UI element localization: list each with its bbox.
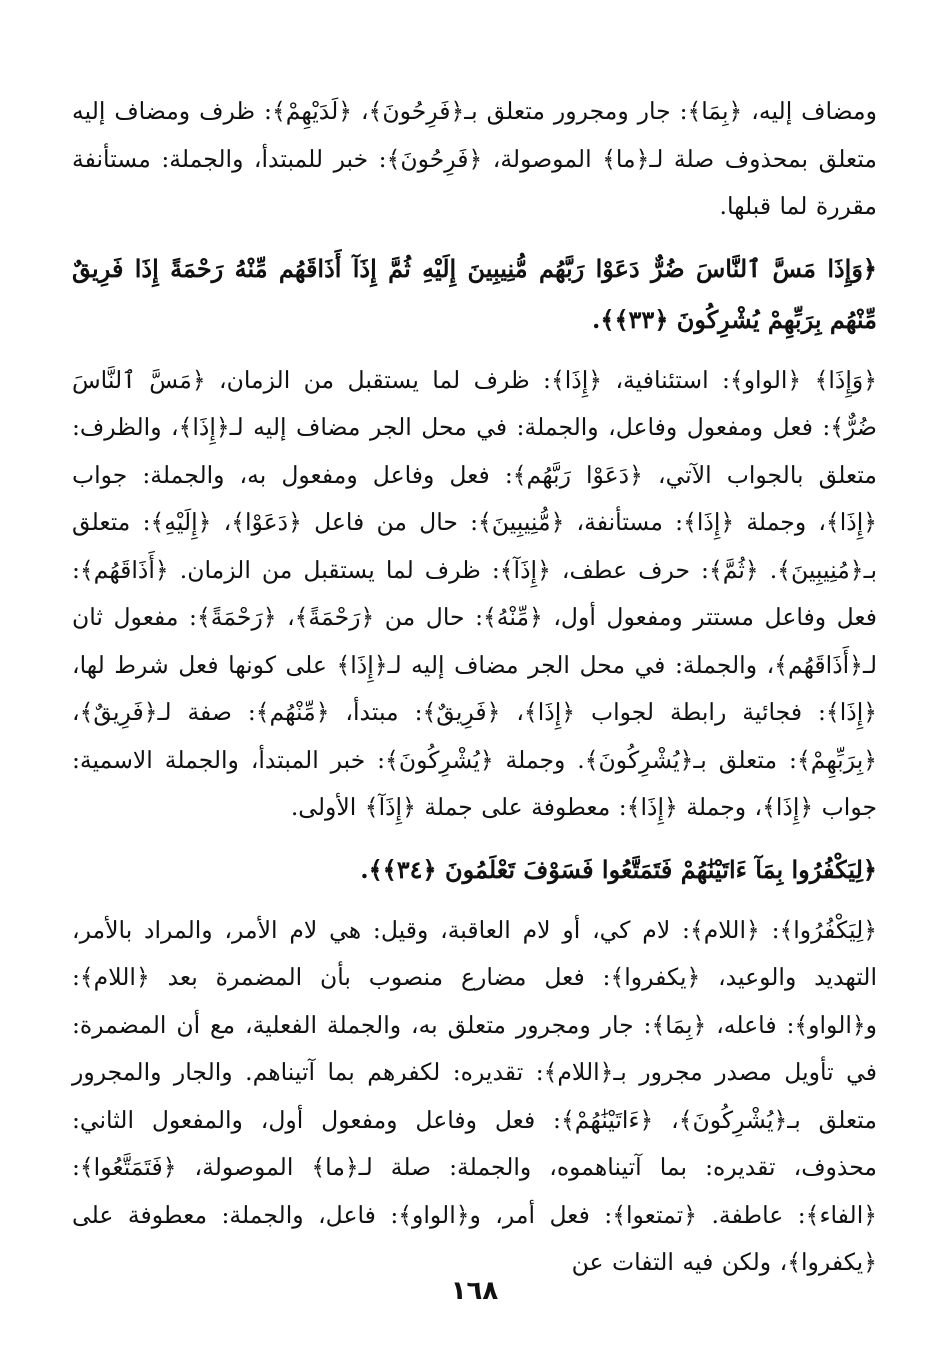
quran-verse-33: ﴿وَإِذَا مَسَّ ٱلنَّاسَ ضُرٌّ دَعَوْا رَبَّهُم مُّنِيبِينَ إِلَيْهِ ثُمَّ إِذَآ أَذَاقَهُم مِّنْهُ رَحْمَةً إِذَا فَرِيقٌ مِّنْهُم بِرَبِّهِمْ يُشْرِكُونَ ﴿٣٣﴾﴾. xyxy=(72,253,877,334)
paragraph-intro: ومضاف إليه، ﴿بِمَا﴾: جار ومجرور متعلق بـ﴿فَرِحُونَ﴾، ﴿لَدَيْهِمْ﴾: ظرف ومضاف إليه متعلق بمحذوف صلة لـ﴿ما﴾ الموصولة، ﴿فَرِحُونَ﴾: خبر للمبتدأ، والجملة: مستأنفة مقررة لما قبلها. xyxy=(72,97,877,220)
paragraph-analysis-34: ﴿لِيَكْفُرُوا﴾: ﴿اللام﴾: لام كي، أو لام العاقبة، وقيل: هي لام الأمر، والمراد بالأمر، التهديد والوعيد، ﴿يكفروا﴾: فعل مضارع منصوب بأن المضمرة بعد ﴿اللام﴾: و﴿الواو﴾: فاعله، ﴿بِمَا﴾: جار ومجرور متعلق به، والجملة الفعلية، مع أن المضمرة: في تأويل مصدر مجرور بـ﴿اللام﴾: تقديره: لكفرهم بما آتيناهم. والجار والمجرور متعلق بـ﴿يُشْرِكُونَ﴾، ﴿ءَاتَيْنَٰهُمْ﴾: فعل وفاعل ومفعول أول، والمفعول الثاني: محذوف، تقديره: بما آتيناهموه، والجملة: صلة لـ﴿ما﴾ الموصولة، ﴿فَتَمَتَّعُوا﴾: ﴿الفاء﴾: عاطفة. ﴿تمتعوا﴾: فعل أمر، و﴿الواو﴾: فاعل، والجملة: معطوفة على ﴿يكفروا﴾، ولكن فيه التفات عن xyxy=(72,915,877,1276)
spacer xyxy=(72,345,877,357)
paragraph-analysis-33: ﴿وَإِذَا﴾ ﴿الواو﴾: استئنافية، ﴿إِذَا﴾: ظرف لما يستقبل من الزمان، ﴿مَسَّ ٱلنَّاسَ ضُرٌّ﴾: فعل ومفعول وفاعل، والجملة: في محل الجر مضاف إليه لـ﴿إِذَا﴾، والظرف: متعلق بالجواب الآتي، ﴿دَعَوْا رَبَّهُم﴾: فعل وفاعل ومفعول به، والجملة: جواب ﴿إِذَا﴾، وجملة ﴿إِذَا﴾: مستأنفة، ﴿مُّنِيبِينَ﴾: حال من فاعل ﴿دَعَوْا﴾، ﴿إِلَيْهِ﴾: متعلق بـ﴿مُنِيبِينَ﴾. ﴿ثُمَّ﴾: حرف عطف، ﴿إِذَآ﴾: ظرف لما يستقبل من الزمان. ﴿أَذَاقَهُم﴾: فعل وفاعل مستتر ومفعول أول، ﴿مِّنْهُ﴾: حال من ﴿رَحْمَةً﴾، ﴿رَحْمَةً﴾: مفعول ثان لـ﴿أَذَاقَهُم﴾، والجملة: في محل الجر مضاف إليه لـ﴿إِذَا﴾ على كونها فعل شرط لها، ﴿إِذَا﴾: فجائية رابطة لجواب ﴿إِذَا﴾، ﴿فَرِيقٌ﴾: مبتدأ، ﴿مِّنْهُم﴾: صفة لـ﴿فَرِيقٌ﴾، ﴿بِرَبِّهِمْ﴾: متعلق بـ﴿يُشْرِكُونَ﴾. وجملة ﴿يُشْرِكُونَ﴾: خبر المبتدأ، والجملة الاسمية: جواب ﴿إِذَا﴾، وجملة ﴿إِذَا﴾: معطوفة على جملة ﴿إِذَآ﴾ الأولى. xyxy=(72,365,877,821)
spacer xyxy=(72,231,877,243)
page-number: ١٦٨ xyxy=(450,1276,499,1306)
spacer xyxy=(72,895,877,907)
spacer xyxy=(72,832,877,844)
quran-verse-34: ﴿لِيَكْفُرُوا بِمَآ ءَاتَيْنَٰهُمْ فَتَمَتَّعُوا فَسَوْفَ تَعْلَمُونَ ﴿٣٤﴾﴾. xyxy=(360,854,877,884)
